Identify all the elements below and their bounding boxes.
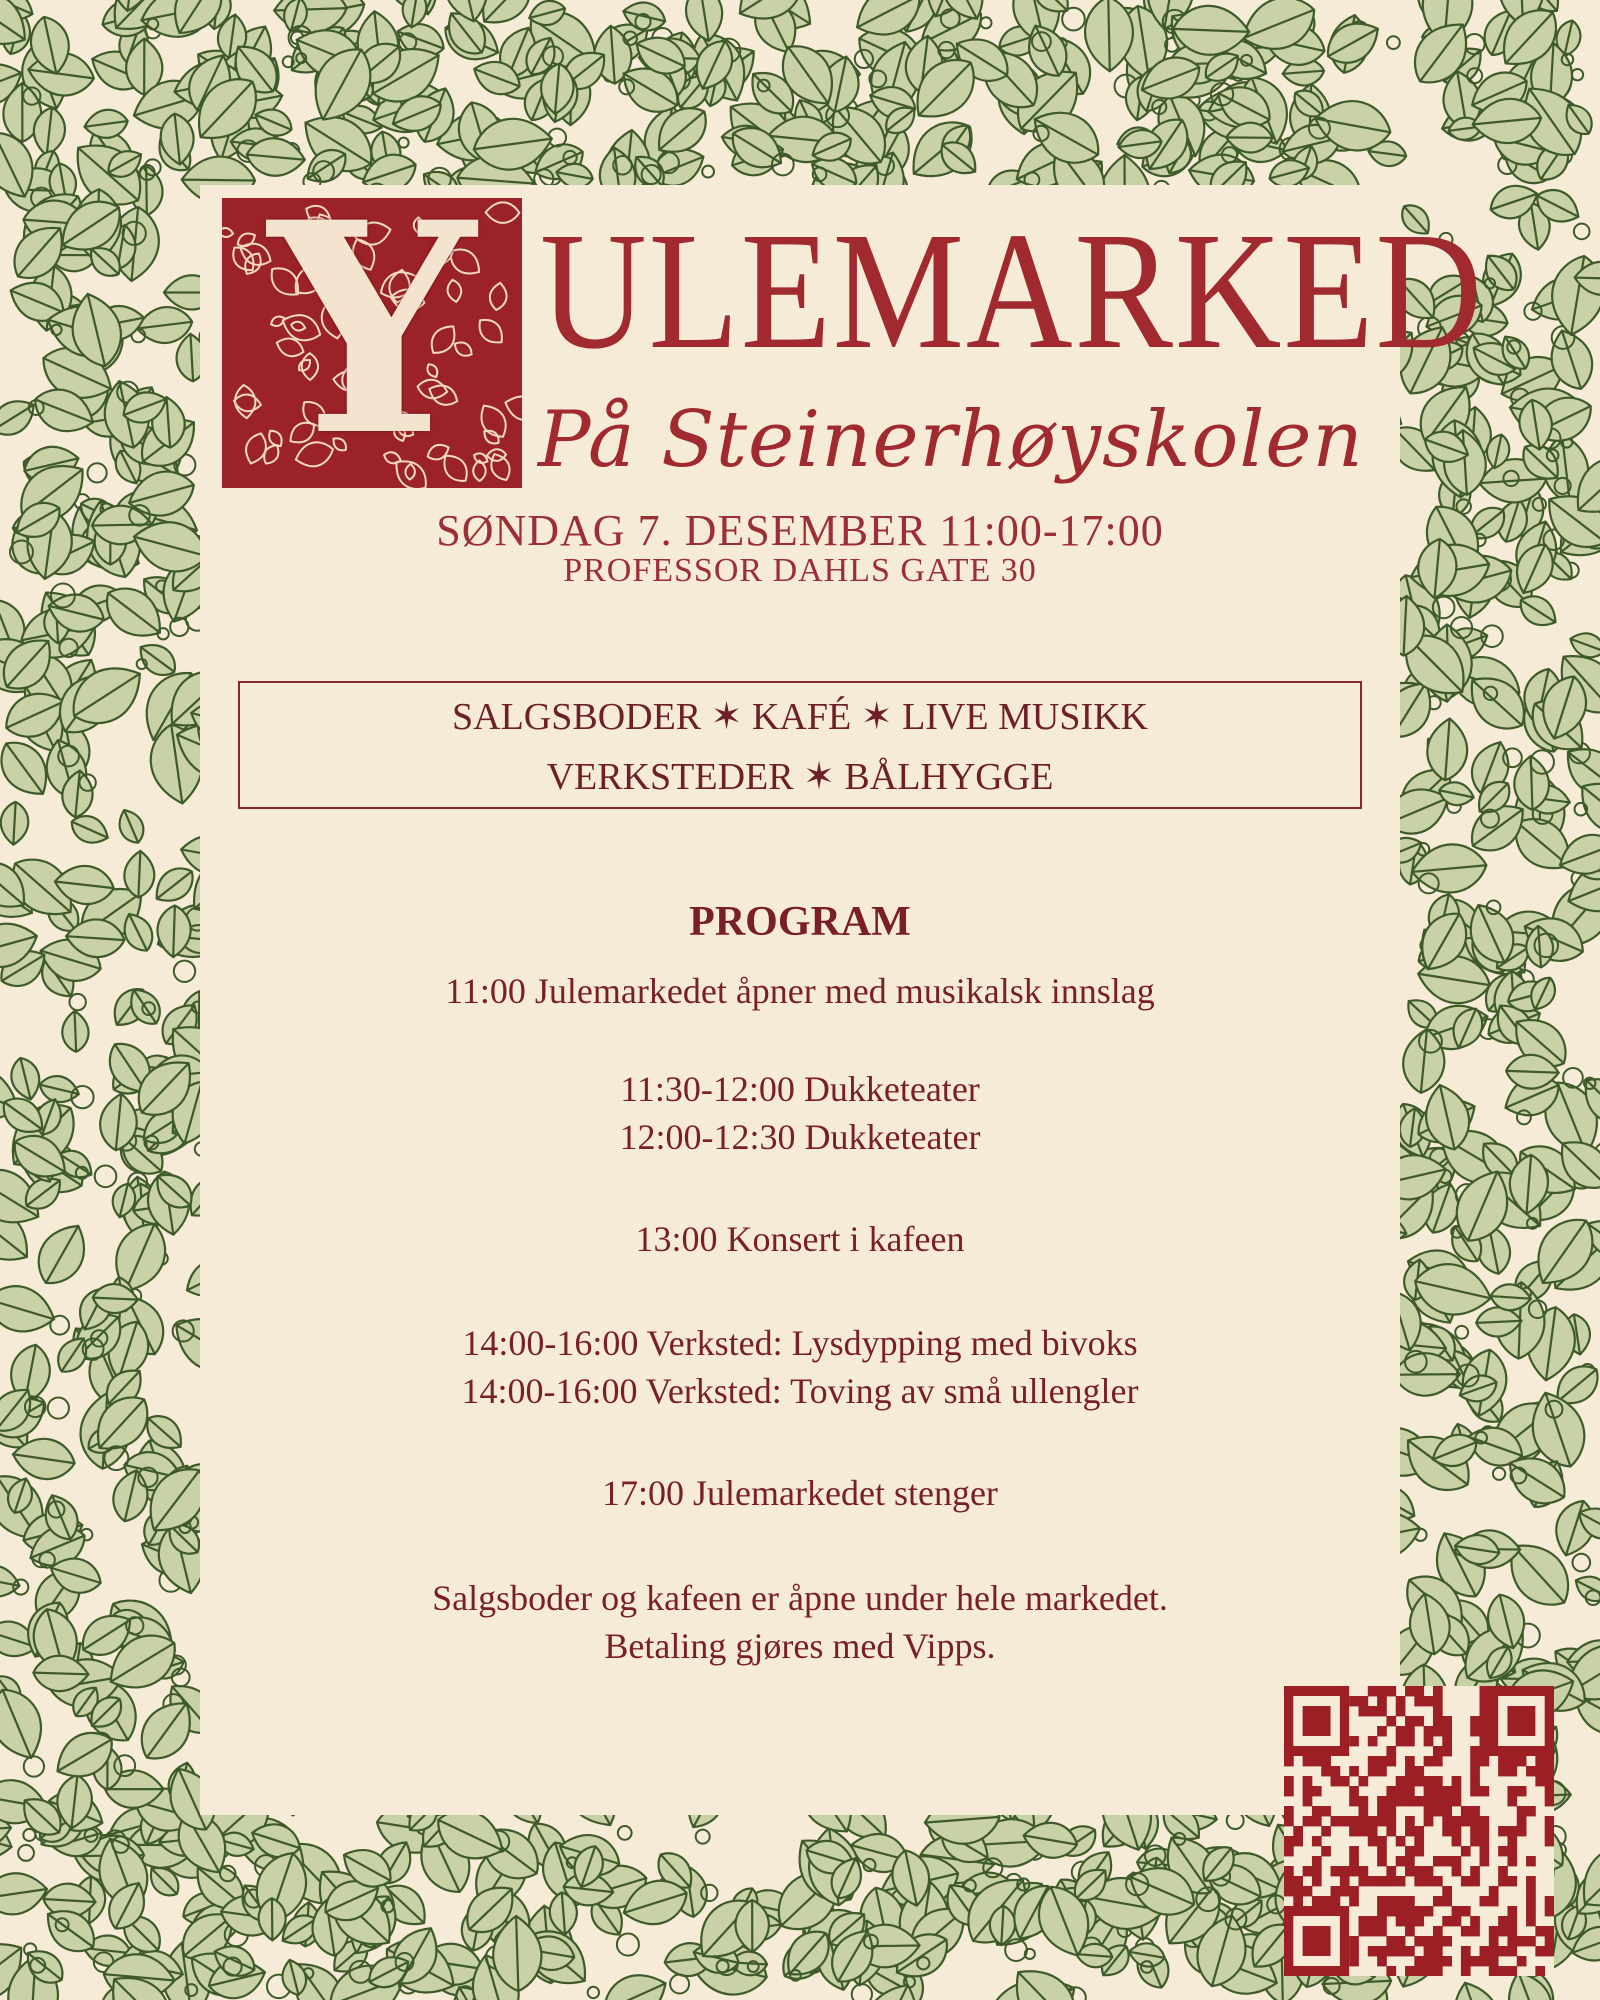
dropcap-letter: Y: [268, 198, 476, 488]
page-title: ULEMARKED: [540, 198, 1484, 384]
program-heading: PROGRAM: [689, 899, 911, 945]
program-item: 11:00 Julemarkedet åpner med musikalsk innslag: [445, 971, 1155, 1011]
program-note-line-2: Betaling gjøres med Vipps.: [604, 1626, 996, 1666]
program-item: 17:00 Julemarkedet stenger: [602, 1473, 998, 1513]
program-item: 12:00-12:30 Dukketeater: [619, 1117, 981, 1157]
program-item: 11:30-12:00 Dukketeater: [620, 1069, 980, 1109]
qr-code-icon: [1284, 1686, 1554, 1976]
features-line-1: SALGSBODER ✶ KAFÉ ✶ LIVE MUSIKK: [452, 696, 1148, 738]
program-note-line-1: Salgsboder og kafeen er åpne under hele markedet.: [432, 1578, 1168, 1618]
program-item: 14:00-16:00 Verksted: Toving av små ullengler: [461, 1371, 1139, 1411]
program-item: 13:00 Konsert i kafeen: [635, 1219, 965, 1259]
page-subtitle: På Steinerhøyskolen: [538, 395, 1364, 485]
features-box: [238, 681, 1362, 809]
qr-code[interactable]: [1284, 1686, 1554, 1976]
event-date-time: SØNDAG 7. DESEMBER 11:00-17:00: [436, 506, 1164, 555]
dropcap-y: [222, 198, 522, 488]
event-address: PROFESSOR DAHLS GATE 30: [563, 552, 1037, 589]
program-item: 14:00-16:00 Verksted: Lysdypping med bivoks: [462, 1323, 1138, 1363]
features-line-2: VERKSTEDER ✶ BÅLHYGGE: [546, 756, 1054, 798]
